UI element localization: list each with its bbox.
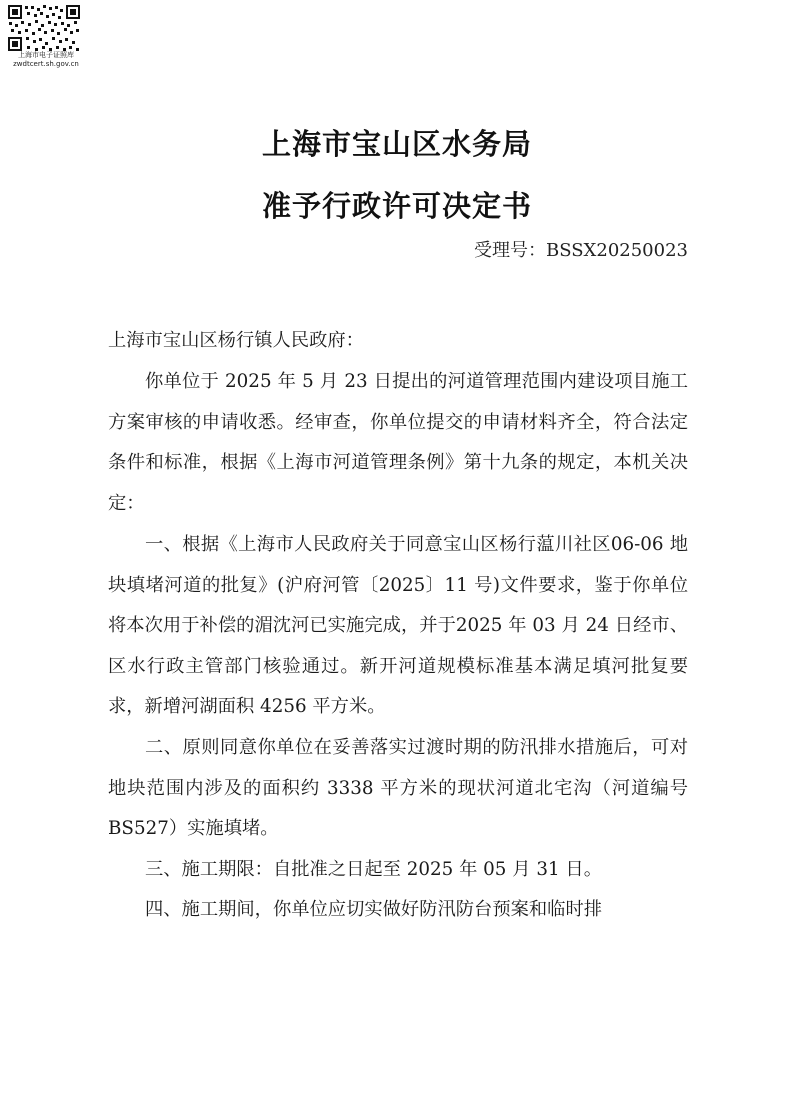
qr-caption-title: 上海市电子证照库 [18,51,74,59]
addressee: 上海市宝山区杨行镇人民政府： [108,330,364,351]
intro-paragraph: 你单位于 2025 年 5 月 23 日提出的河道管理范围内建设项目施工方案审核的申请收悉。经审查，你单位提交的申请材料齐全，符合法定条件和标准，根据《上海市河道管理条例》第十九条的规定，本机关决定： [108,371,688,514]
decision-item-3: 三、施工期限：自批准之日起至 2025 年 05 月 31 日。 [145,859,602,880]
qr-caption-url: zwdtcert.sh.gov.cn [13,60,79,68]
decision-item-1: 一、根据《上海市人民政府关于同意宝山区杨行蕰川社区06-06 地块填堵河道的批复》(沪府河管〔2025〕11 号)文件要求，鉴于你单位将本次用于补偿的湄沈河已实施完成，并于2025 年 03 月 24 日经市、区水行政主管部门核验通过。新开河道规模标准基本满足填河批复要求，新增河湖面积 4256 平方米。 [108,534,688,718]
qr-code-image [7,4,81,52]
issuing-authority-title: 上海市宝山区水务局 [261,127,532,161]
decision-item-2: 二、原则同意你单位在妥善落实过渡时期的防汛排水措施后，可对地块范围内涉及的面积约 3338 平方米的现状河道北宅沟（河道编号 BS527）实施填堵。 [108,737,688,840]
decision-item-4: 四、施工期间，你单位应切实做好防汛防台预案和临时排 [145,899,603,920]
case-number: 受理号：BSSX20250023 [473,240,688,261]
document-title: 准予行政许可决定书 [261,189,532,223]
